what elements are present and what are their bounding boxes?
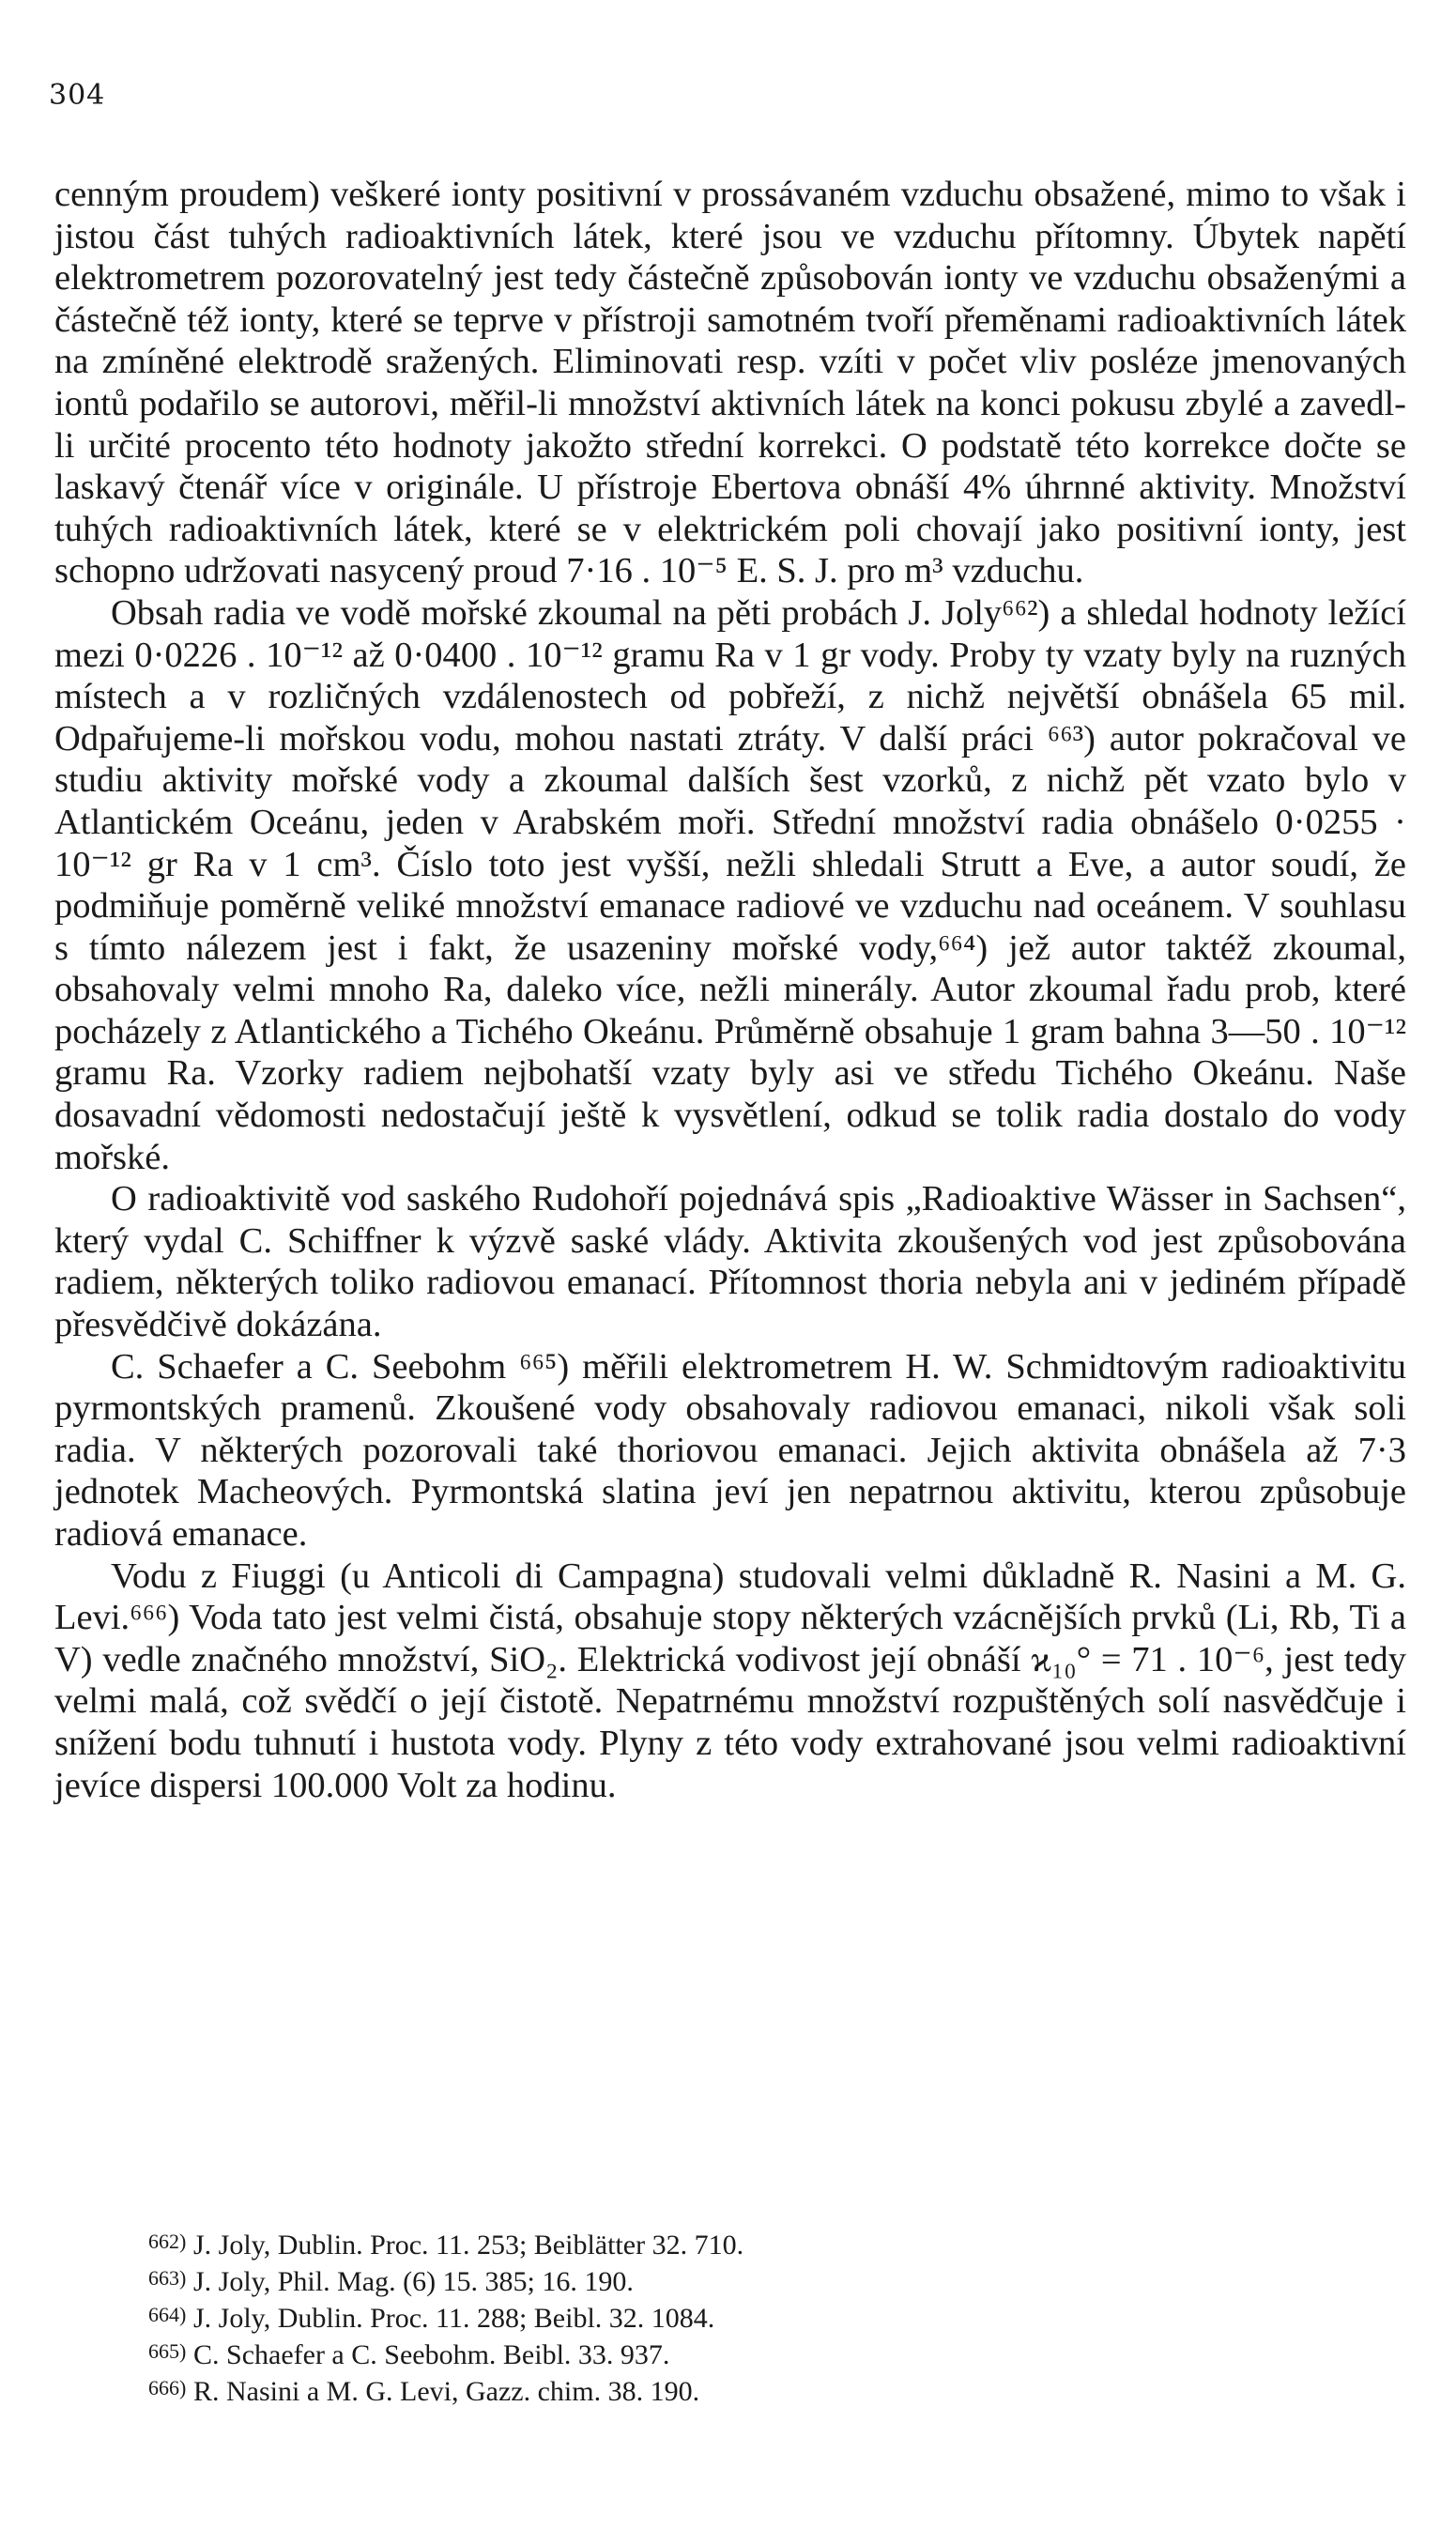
paragraph-3: O radioaktivitě vod saského Rudohoří pojednává spis „Radioaktive Wässer in Sachsen“, který vydal C. Schiffner k výzvě saské vlády. Aktivita zkoušených vod jest způsobována radiem, některých toliko radiovou emanací. Přítomnost thoria nebyla ani v jediném případě přesvědčivě dokázána. — [54, 1179, 1406, 1345]
paragraph-1: cenným proudem) veškeré ionty positivní v prossávaném vzduchu obsažené, mimo to však i jistou část tuhých radioaktivních látek, které jsou ve vzduchu přítomny. Úbytek napětí elektrometrem pozorovatelný jest tedy částečně způsobován ionty ve vzduchu obsaženými a částečně též ionty, které se teprve v přístroji samotném tvoří přeměnami radioaktivních látek na zmíněné elektrodě sražených. Eliminovati resp. vzíti v počet vliv posléze jmenovaných iontů podařilo se autorovi, měřil-li množství aktivních látek na konci pokusu zbylé a zavedl-li určité procento této hodnoty jakožto střední korrekci. O podstatě této korrekce dočte se laskavý čtenář více v originále. U přístroje Ebertova obnáší 4% úhrnné aktivity. Množství tuhých radioaktivních látek, které se v elektrickém poli chovají jako positivní ionty, jest schopno udržovati nasycený proud 7·16 . 10⁻⁵ E. S. J. pro m³ vzduchu. — [54, 175, 1406, 591]
footnote-665 — [148, 2335, 1369, 2371]
footnotes — [148, 2225, 1369, 2408]
footnote-662 — [148, 2225, 1369, 2261]
footnote-666 — [148, 2371, 1369, 2408]
page-number: 304 — [49, 79, 106, 112]
footnote-664 — [148, 2298, 1369, 2335]
main-text — [54, 174, 1406, 1806]
footnote-number: 663) — [148, 2266, 187, 2290]
footnote-663 — [148, 2261, 1369, 2298]
paragraph-2: Obsah radia ve vodě mořské zkoumal na pěti probách J. Joly⁶⁶²) a shledal hodnoty ležící mezi 0·0226 . 10⁻¹² až 0·0400 . 10⁻¹² gramu Ra v 1 gr vody. Proby ty vzaty byly na ruzných místech a v rozličných vzdálenostech od pobřeží, z nichž největší obnášela 65 mil. Odpařujeme-li mořskou vodu, mohou nastati ztráty. V další práci ⁶⁶³) autor pokračoval ve studiu aktivity mořské vody a zkoumal dalších šest vzorků, z nichž pět vzato bylo v Atlantickém Oceánu, jeden v Arabském moři. Střední množství radia obnášelo 0·0255 · 10⁻¹² gr Ra v 1 cm³. Číslo toto jest vyšší, nežli shledali Strutt a Eve, a autor soudí, že podmiňuje poměrně veliké množství emanace radiové ve vzduchu nad oceánem. V souhlasu s tímto nálezem jest i fakt, že usazeniny mořské vody,⁶⁶⁴) jež autor taktéž zkoumal, obsahovaly velmi mnoho Ra, daleko více, nežli minerály. Autor zkoumal řadu prob, které pocházely z Atlantického a Tichého Okeánu. Průměrně obsahuje 1 gram bahna 3—50 . 10⁻¹² gramu Ra. Vzorky radiem nejbohatší vzaty byly asi ve středu Tichého Okeánu. Naše dosavadní vědomosti nedostačují ještě k vysvětlení, odkud se tolik radia dostalo do vody mořské. — [54, 592, 1406, 1177]
footnote-number: 662) — [148, 2230, 187, 2253]
footnote-number: 665) — [148, 2339, 187, 2363]
footnote-text: J. Joly, Dublin. Proc. 11. 253; Beiblätter 32. 710. — [193, 2230, 744, 2261]
footnote-text: J. Joly, Phil. Mag. (6) 15. 385; 16. 190. — [193, 2266, 634, 2297]
paragraph-4: C. Schaefer a C. Seebohm ⁶⁶⁵) měřili elektrometrem H. W. Schmidtovým radioaktivitu pyrmontských pramenů. Zkoušené vody obsahovaly radiovou emanaci, nikoli však soli radia. V některých pozorovali také thoriovou emanaci. Jejich aktivita obnášela až 7·3 jednotek Macheových. Pyrmontská slatina jeví jen nepatrnou aktivitu, kterou způsobuje radiová emanace. — [54, 1346, 1406, 1554]
footnote-text: J. Joly, Dublin. Proc. 11. 288; Beibl. 32. 1084. — [193, 2303, 715, 2334]
footnote-number: 664) — [148, 2303, 187, 2326]
footnote-text: C. Schaefer a C. Seebohm. Beibl. 33. 937. — [193, 2339, 670, 2370]
footnote-number: 666) — [148, 2376, 187, 2399]
footnote-text: R. Nasini a M. G. Levi, Gazz. chim. 38. 190. — [193, 2376, 700, 2407]
paragraph-5: Vodu z Fiuggi (u Anticoli di Campagna) studovali velmi důkladně R. Nasini a M. G. Levi.⁶⁶⁶) Voda tato jest velmi čistá, obsahuje stopy některých vzácnějších prvků (Li, Rb, Ti a V) vedle značného množství, SiO₂. Elektrická vodivost její obnáší ϰ₁₀° = 71 . 10⁻⁶, jest tedy velmi malá, což svědčí o její čistotě. Nepatrnému množství rozpuštěných solí nasvědčuje i snížení bodu tuhnutí i hustota vody. Plyny z této vody extrahované jsou velmi radioaktivní jevíce dispersi 100.000 Volt za hodinu. — [54, 1556, 1406, 1805]
